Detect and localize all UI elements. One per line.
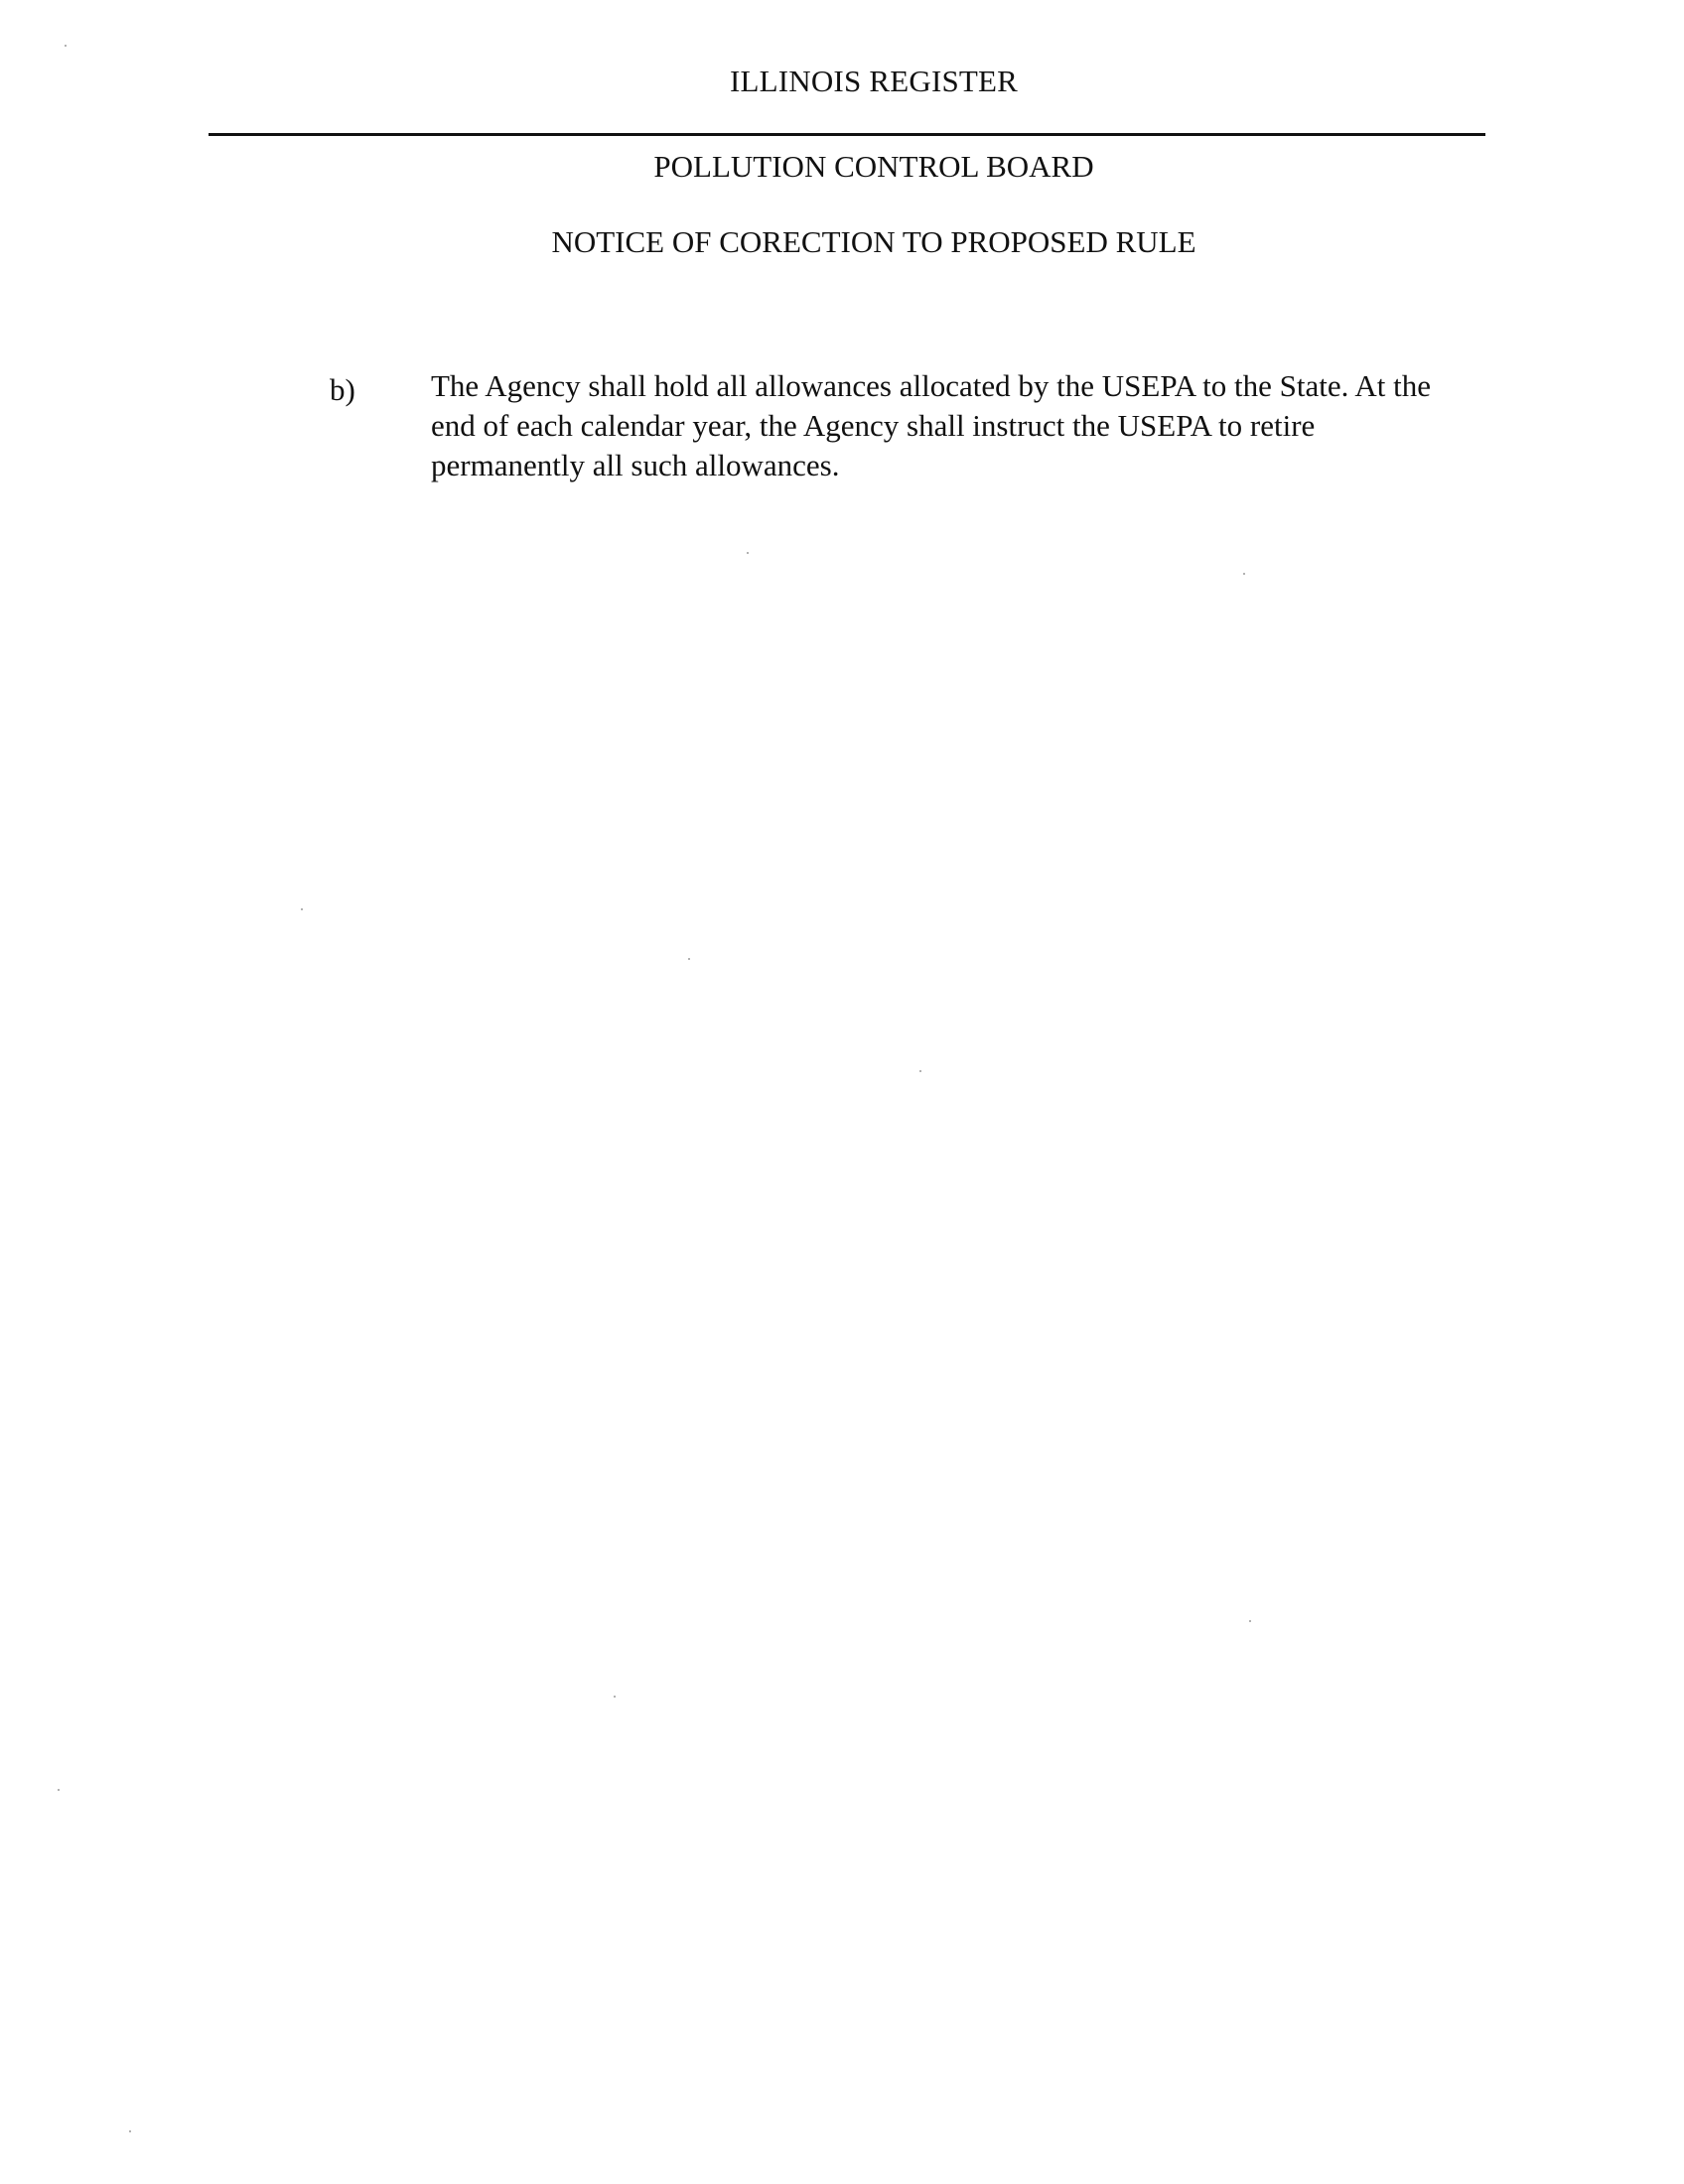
scan-speck <box>58 1789 60 1791</box>
register-title: ILLINOIS REGISTER <box>729 64 1019 98</box>
paragraph-body <box>431 366 1503 485</box>
board-name: POLLUTION CONTROL BOARD <box>653 149 1094 184</box>
paragraph-line: end of each calendar year, the Agency shall instruct the USEPA to retire <box>431 408 1316 443</box>
scan-speck <box>747 552 749 554</box>
scan-speck <box>614 1696 616 1698</box>
scan-speck <box>65 45 67 47</box>
scan-speck <box>129 2130 131 2132</box>
paragraph-label: b) <box>330 372 355 407</box>
scan-speck <box>301 908 303 910</box>
scan-speck <box>688 958 690 960</box>
scan-speck <box>1243 573 1245 575</box>
scan-speck <box>919 1070 921 1072</box>
scan-speck <box>1249 1620 1251 1622</box>
paragraph-line: The Agency shall hold all allowances allocated by the USEPA to the State. At the <box>431 368 1432 403</box>
header-divider <box>209 133 1485 136</box>
notice-title: NOTICE OF CORECTION TO PROPOSED RULE <box>551 224 1196 259</box>
paragraph-line: permanently all such allowances. <box>431 448 840 482</box>
